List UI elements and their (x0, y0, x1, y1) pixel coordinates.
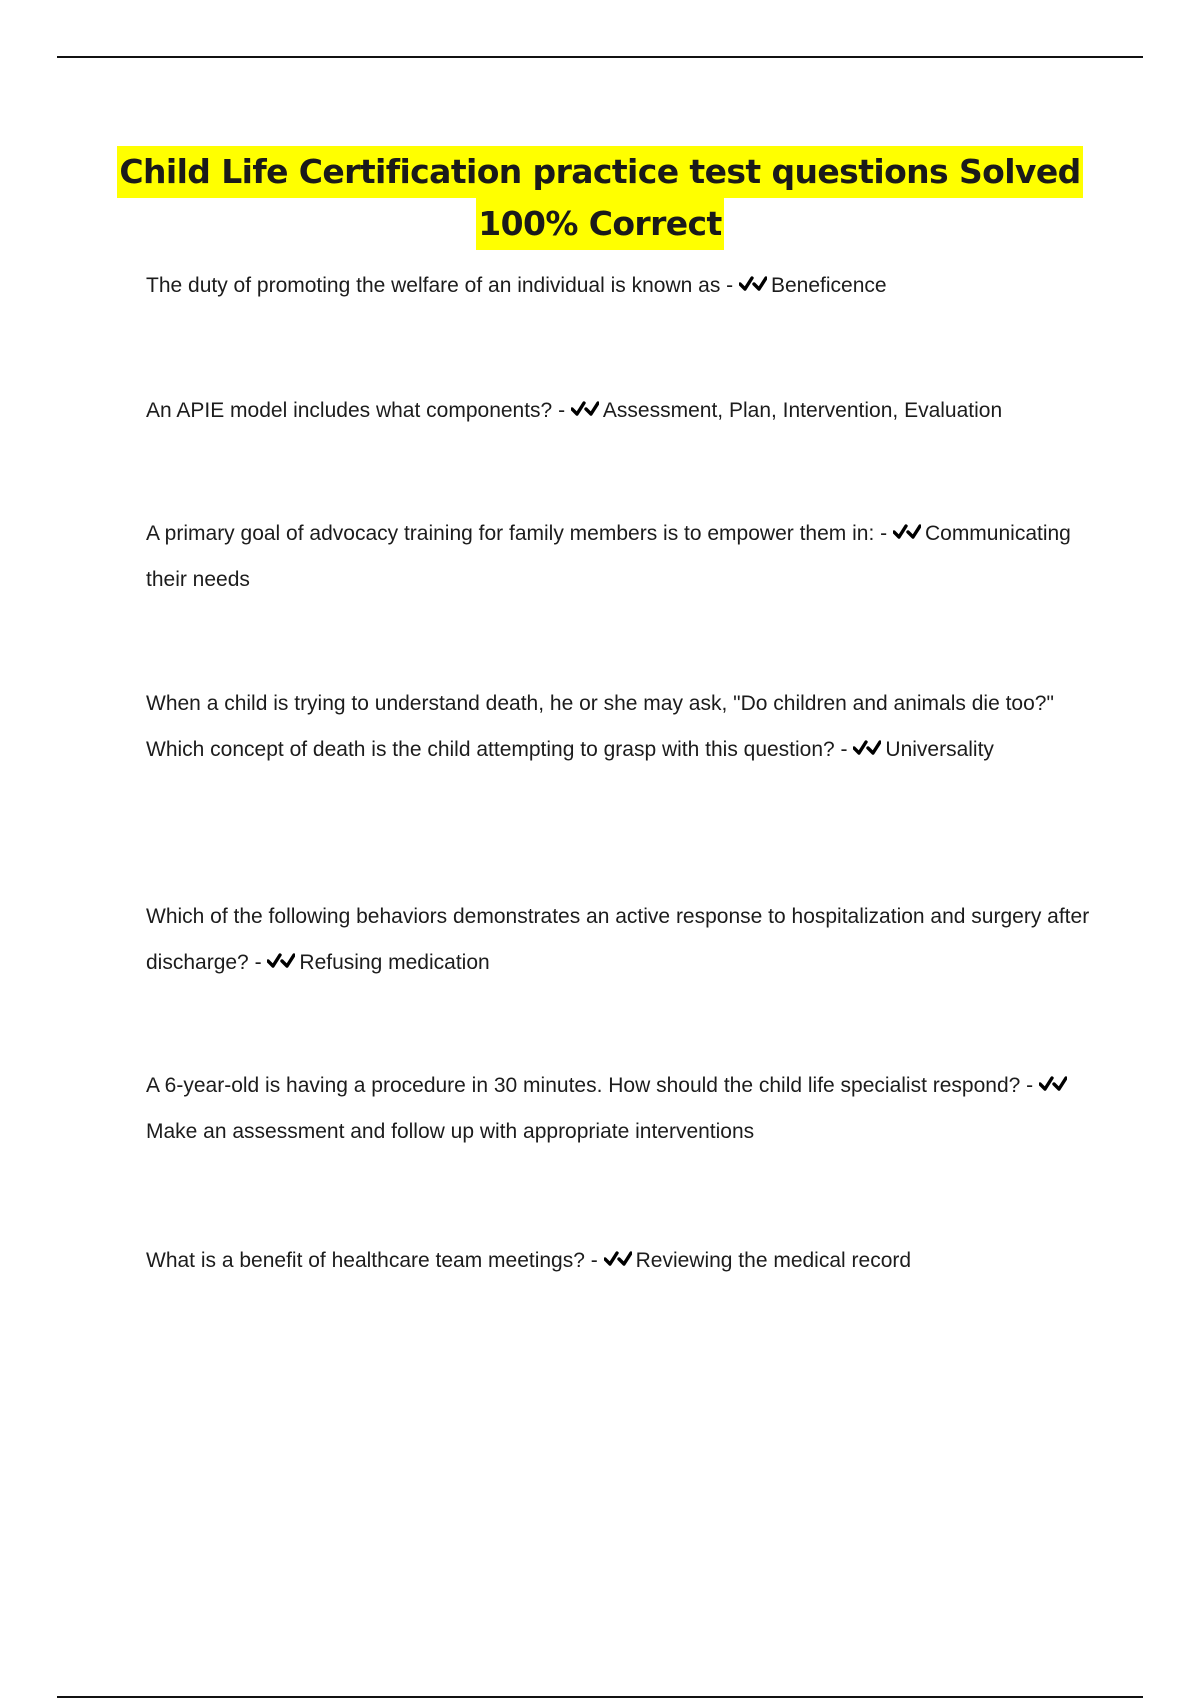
answer-text: Communicating their needs (146, 522, 1071, 591)
question-text: An APIE model includes what components? - (146, 399, 566, 422)
qa-item-7 (146, 1238, 1096, 1284)
header-rule (57, 56, 1143, 58)
qa-item-1 (146, 263, 1096, 309)
answer-text: Refusing medication (299, 951, 490, 974)
double-checkmark-icon (267, 948, 295, 974)
question-text: Which of the following behaviors demonstrates an active response to hospitalization and surgery after discharge? - (146, 905, 1090, 974)
qa-item-3 (146, 511, 1096, 603)
qa-item-5 (146, 894, 1096, 986)
qa-item-4 (146, 681, 1096, 773)
answer-text: Make an assessment and follow up with appropriate interventions (146, 1120, 755, 1143)
double-checkmark-icon (893, 519, 921, 545)
footer-rule (57, 1696, 1143, 1698)
double-checkmark-icon (853, 735, 881, 761)
double-checkmark-icon (604, 1246, 632, 1272)
question-text: What is a benefit of healthcare team meetings? - (146, 1249, 598, 1272)
title-line-1: Child Life Certification practice test questions Solved (117, 146, 1082, 198)
question-text: A primary goal of advocacy training for family members is to empower them in: - (146, 522, 888, 545)
qa-item-2 (146, 388, 1096, 434)
qa-item-6 (146, 1063, 1096, 1155)
double-checkmark-icon (739, 271, 767, 297)
answer-text: Beneficence (771, 274, 887, 297)
double-checkmark-icon (571, 396, 599, 422)
document-title (0, 146, 1200, 250)
double-checkmark-icon (1039, 1071, 1067, 1097)
answer-text: Assessment, Plan, Intervention, Evaluation (602, 399, 1003, 422)
question-text: When a child is trying to understand death, he or she may ask, "Do children and animals die too?" Which concept of death is the child attempting to grasp with this question? - (146, 692, 1054, 761)
answer-text: Universality (885, 738, 994, 761)
answer-text: Reviewing the medical record (635, 1249, 912, 1272)
question-text: A 6-year-old is having a procedure in 30 minutes. How should the child life specialist respond? - (146, 1074, 1034, 1097)
question-text: The duty of promoting the welfare of an individual is known as - (146, 274, 734, 297)
title-line-2: 100% Correct (476, 198, 723, 250)
